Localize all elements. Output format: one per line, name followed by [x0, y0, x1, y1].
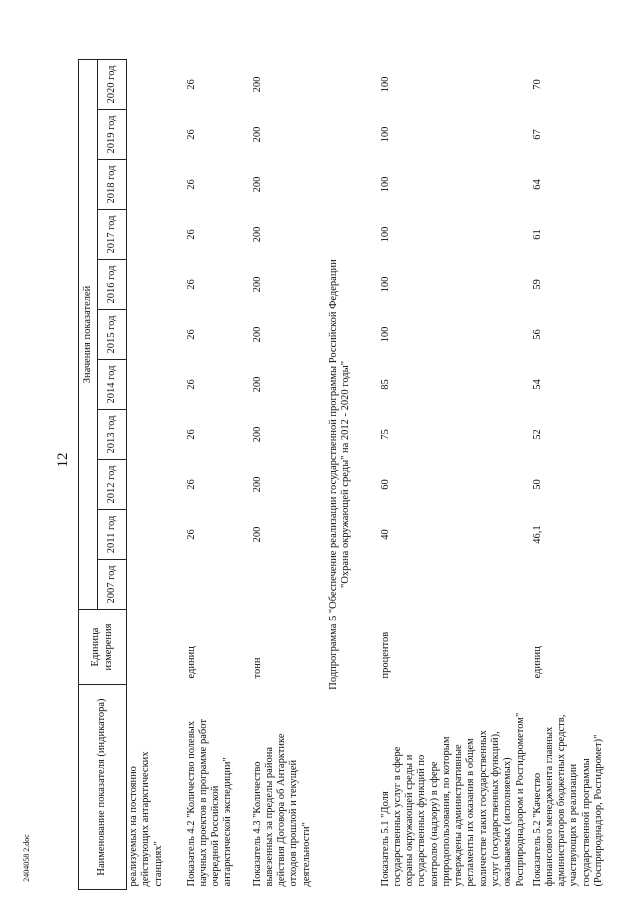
value-cell	[251, 560, 325, 610]
value-cell: 26	[185, 529, 197, 540]
value-cell: 56	[531, 329, 543, 340]
value-cell	[127, 160, 185, 210]
value-cell: 200	[251, 126, 263, 143]
value-cell: 200	[251, 326, 263, 343]
value-cell	[185, 560, 251, 610]
value-cell	[127, 59, 185, 109]
header-year: 2007 год	[98, 560, 127, 610]
value-cell: 59	[531, 279, 543, 290]
value-cell	[127, 560, 185, 610]
header-unit: Единица измерения	[79, 610, 127, 685]
unit-cell: единиц	[185, 646, 197, 679]
header-year: 2014 год	[98, 360, 127, 410]
value-cell: 61	[531, 229, 543, 240]
value-cell: 46,1	[531, 525, 543, 544]
value-cell: 60	[379, 479, 391, 490]
value-cell	[127, 210, 185, 260]
value-cell: 26	[185, 429, 197, 440]
value-cell: 200	[251, 376, 263, 393]
unit-cell: тонн	[251, 657, 263, 679]
value-cell	[531, 560, 640, 610]
subprogram-heading: Подпрограмма 5 "Обеспечение реализации государственной программы Российской Федерации "Охрана окружающей среды" на 2012 - 2020 годы"	[327, 259, 352, 690]
value-cell	[127, 510, 185, 560]
value-cell: 200	[251, 526, 263, 543]
value-cell: 100	[379, 76, 391, 93]
value-cell: 26	[185, 229, 197, 240]
value-cell: 100	[379, 276, 391, 293]
value-cell	[127, 310, 185, 360]
header-year: 2011 год	[98, 510, 127, 560]
value-cell: 40	[379, 529, 391, 540]
header-year: 2016 год	[98, 260, 127, 310]
unit-cell: единиц	[531, 646, 543, 679]
value-cell: 200	[251, 76, 263, 93]
header-year: 2019 год	[98, 110, 127, 160]
value-cell: 26	[185, 179, 197, 190]
value-cell: 26	[185, 129, 197, 140]
value-cell: 75	[379, 429, 391, 440]
table-row	[127, 59, 185, 889]
header-year: 2012 год	[98, 460, 127, 510]
indicators-table	[78, 59, 640, 890]
header-year: 2015 год	[98, 310, 127, 360]
value-cell: 26	[185, 279, 197, 290]
indicator-name: Показатель 4.2 "Количество полевых научных проектов в программе работ очередной Российской антарктической экспедиции"	[185, 719, 234, 887]
value-cell: 50	[531, 479, 543, 490]
value-cell	[127, 360, 185, 410]
value-cell: 100	[379, 126, 391, 143]
header-year: 2017 год	[98, 210, 127, 260]
value-cell: 26	[185, 379, 197, 390]
value-cell	[127, 460, 185, 510]
header-year: 2020 год	[98, 59, 127, 109]
value-cell	[127, 260, 185, 310]
value-cell: 85	[379, 379, 391, 390]
header-name: Наименование показателя (индикатора)	[79, 685, 127, 890]
value-cell: 67	[531, 129, 543, 140]
value-cell	[379, 560, 531, 610]
value-cell: 200	[251, 176, 263, 193]
value-cell	[127, 110, 185, 160]
header-year: 2018 год	[98, 160, 127, 210]
unit-cell	[127, 610, 185, 685]
table-row	[185, 59, 251, 889]
page-number: 12	[55, 452, 71, 468]
header-values-group: Значения показателей	[79, 59, 98, 609]
table-row	[531, 59, 640, 889]
value-cell: 54	[531, 379, 543, 390]
value-cell: 100	[379, 326, 391, 343]
value-cell: 100	[379, 176, 391, 193]
value-cell: 26	[185, 329, 197, 340]
table-row	[379, 59, 531, 889]
indicator-name: Показатель 4.3 "Количество вывезенных за пределы района действия Договора об Антарктике отходов прошлой и текущей деятельности"	[251, 733, 312, 887]
unit-cell: процентов	[379, 631, 391, 679]
value-cell: 200	[251, 476, 263, 493]
rotated-table-container	[78, 60, 604, 890]
table-row	[251, 59, 325, 889]
value-cell: 64	[531, 179, 543, 190]
value-cell: 200	[251, 426, 263, 443]
subprogram-row	[325, 59, 379, 889]
value-cell: 26	[185, 479, 197, 490]
value-cell: 200	[251, 276, 263, 293]
value-cell: 26	[185, 79, 197, 90]
value-cell: 100	[379, 226, 391, 243]
indicator-name: реализуемых на постоянно действующих антарктических станциях"	[128, 751, 164, 887]
indicator-name: Показатель 5.2 "Качество финансового менеджмента главных администраторов бюджетных средств, участвующих в реализации государственной программы (Росприроднадзор, Росгидромет)"	[531, 714, 604, 887]
value-cell: 52	[531, 429, 543, 440]
footer-filename: 2404058 2.doc	[22, 834, 31, 882]
value-cell	[127, 410, 185, 460]
value-cell: 70	[531, 79, 543, 90]
header-year: 2013 год	[98, 410, 127, 460]
value-cell: 200	[251, 226, 263, 243]
indicator-name: Показатель 5.1 "Доля государственных услуг в сфере охраны окружающей среды и государственных функций по контролю (надзору) в сфере природопользования, по которым утверждены административные регламенты их оказания в общем количестве таких государственных услуг (государственных функций), оказываемых (исполняемых) Росприроднадзором и Росгидрометом"	[379, 712, 526, 887]
